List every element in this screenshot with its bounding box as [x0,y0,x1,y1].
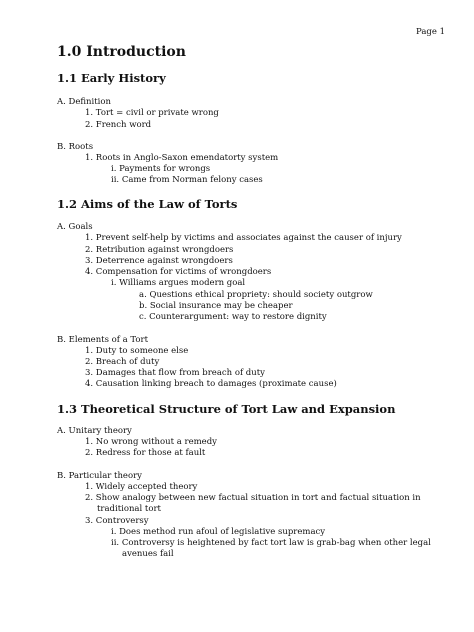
outline-item: b. Social insurance may be cheaper [139,301,293,311]
outline-item: B. Particular theory [57,471,142,481]
outline-item: 1. Tort = civil or private wrong [85,108,219,118]
outline-item: 1. Roots in Anglo-Saxon emendatorty system [85,153,279,163]
section-heading-theoretical-structure: 1.3 Theoretical Structure of Tort Law and Expansion [57,402,396,416]
outline-item: 4. Compensation for victims of wrongdoers [85,267,272,277]
outline-item: 4. Causation linking breach to damages (proximate cause) [85,379,337,389]
outline-item: 1. Prevent self-help by victims and associates against the causer of injury [85,233,402,243]
outline-item: ii. Came from Norman felony cases [111,175,263,185]
outline-item: A. Definition [57,97,111,107]
outline-item: 1. No wrong without a remedy [85,437,217,447]
outline-item: ii. Controversy is heightened by fact tort law is grab-bag when other legal [111,538,431,548]
outline-item: 2. Breach of duty [85,357,160,367]
outline-item: 2. French word [85,120,152,130]
outline-item: 2. Retribution against wrongdoers [85,245,234,255]
page-title: 1.0 Introduction [57,44,186,60]
outline-item: 3. Deterrence against wrongdoers [85,256,233,266]
outline-item: 2. Show analogy between new factual situation in tort and factual situation in [85,493,421,503]
outline-item: 3. Controversy [85,516,149,526]
outline-item: B. Roots [57,142,94,152]
outline-item: i. Williams argues modern goal [111,278,246,288]
outline-item: B. Elements of a Tort [57,335,148,345]
outline-item: 1. Widely accepted theory [85,482,198,492]
section-heading-aims: 1.2 Aims of the Law of Torts [57,197,238,211]
section-heading-early-history: 1.1 Early History [57,71,166,85]
outline-item-continuation: traditional tort [97,504,161,514]
outline-item: A. Goals [57,222,93,232]
outline-item: a. Questions ethical propriety: should society outgrow [139,290,373,300]
outline-item: c. Counterargument: way to restore dignity [139,312,327,322]
outline-item: 3. Damages that flow from breach of duty [85,368,265,378]
outline-item-continuation: avenues fail [122,549,174,559]
outline-item: A. Unitary theory [57,426,132,436]
outline-item: 1. Duty to someone else [85,346,189,356]
outline-item: i. Payments for wrongs [111,164,211,174]
outline-item: 2. Redress for those at fault [85,448,206,458]
page-number: Page 1 [416,27,445,37]
outline-item: i. Does method run afoul of legislative supremacy [111,527,326,537]
